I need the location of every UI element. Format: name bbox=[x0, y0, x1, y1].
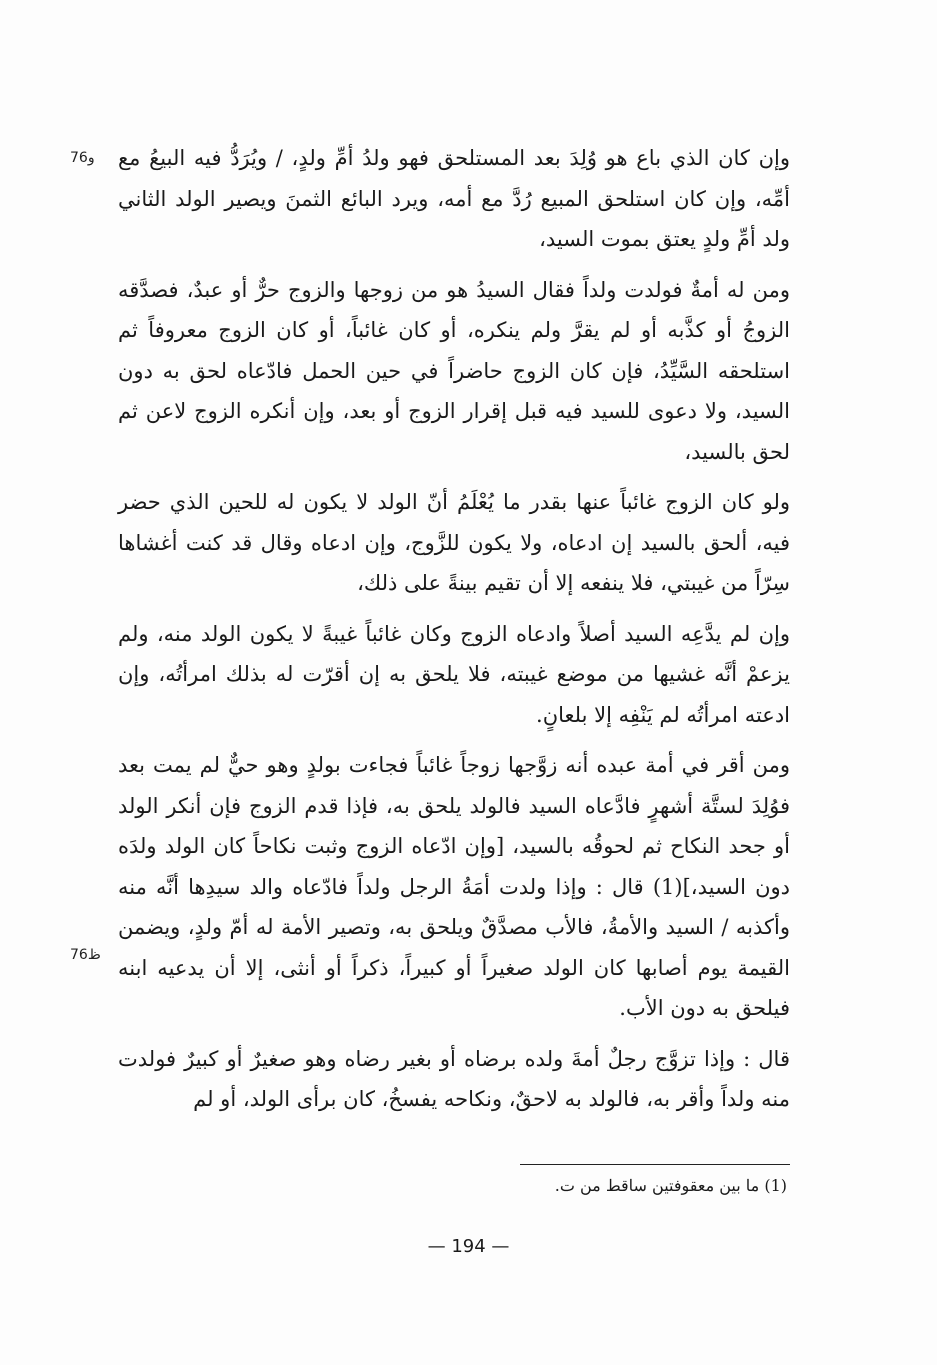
paragraph-5: ومن أقر في أمة عبده أنه زوَّجها زوجاً غائباً فجاءت بولدٍ وهو حيٌّ لم يمت بعد فوُلِدَ لستَّة أشهرٍ فادَّعاه السيد فالولد يلحق به، فإذا قدم الزوج فإن أنكر الولد أو جحد النكاح ثم لحوقُه بالسيد، [وإن ادّعاه الزوج وثبت نكاحاً كان الولد ولدَه دون السيد،](1) قال : وإذا ولدت أمَةُ الرجل ولداً فادّعاه والد سيدِها أنَّه منه وأكذبه / السيد والأمةُ، فالأب مصدَّقٌ ويلحق به، وتصير الأمة له أمّ ولدٍ، ويضمن القيمة يوم أصابها كان الولد صغيراً أو كبيراً، ذكراً أو أنثى، إلا أن يدعيه ابنه فيلحق به دون الأب. bbox=[118, 753, 790, 1020]
margin-note-folio-verso: 76ظ bbox=[70, 947, 101, 963]
footnote-divider bbox=[520, 1164, 790, 1165]
paragraph-3: ولو كان الزوج غائباً عنها بقدر ما يُعْلَمُ أنّ الولد لا يكون له للحين الذي حضر فيه، ألحق بالسيد إن ادعاه، ولا يكون للزَّوج، وإن ادعاه وقال قد كنت أغشاها سِرّاً من غيبتي، فلا ينفعه إلا أن تقيم بينةً على ذلك، bbox=[118, 490, 790, 595]
main-text bbox=[118, 138, 790, 1120]
page-number: — 194 — bbox=[427, 1236, 510, 1257]
paragraph-4: وإن لم يدَّعِه السيد أصلاً وادعاه الزوج وكان غائباً غيبةً لا يكون الولد منه، ولم يزعمْ أنَّه غشيها من موضع غيبته، فلا يلحق به إن أقرّت له بذلك امرأتُه، وإن ادعته امرأتُه لم يَنْفِه إلا بلعانٍ. bbox=[118, 621, 790, 727]
footnote: (1) ما بين معقوفتين ساقط من ت. bbox=[554, 1176, 787, 1195]
paragraph-6: قال : وإذا تزوَّج رجلٌ أمةَ ولده برضاه أو بغير رضاه وهو صغيرٌ أو كبيرٌ فولدت منه ولداً وأقر به، فالولد به لاحقٌ، ونكاحه يفسخُ، كان برأى الولد، أو لم bbox=[118, 1046, 790, 1111]
margin-note-folio-recto: 76و bbox=[70, 150, 95, 166]
paragraph-1: وإن كان الذي باع هو وُلِدَ بعد المستلحق فهو ولدُ أمِّ ولدٍ، / ويُرَدُّ فيه البيعُ مع أمِّه، وإن كان استلحق المبيع رُدَّ مع أمه، ويرد البائع الثمنَ ويصير الولد الثاني ولد أمِّ ولدٍ يعتق بموت السيد، bbox=[118, 146, 790, 251]
paragraph-2: ومن له أمةٌ فولدت ولداً فقال السيدُ هو من زوجها والزوج حرٌّ أو عبدٌ، فصدَّقه الزوجُ أو كذَّبه أو لم يقرَّ ولم ينكره، أو كان غائباً، أو كان الزوج معروفاً ثم استلحقه السَّيِّدُ، فإن كان الزوج حاضراً في حين الحمل فادّعاه لحق به دون السيد، ولا دعوى للسيد فيه قبل إقرار الزوج أو بعد، وإن أنكره الزوج لاعن ثم لحق بالسيد، bbox=[118, 277, 790, 464]
